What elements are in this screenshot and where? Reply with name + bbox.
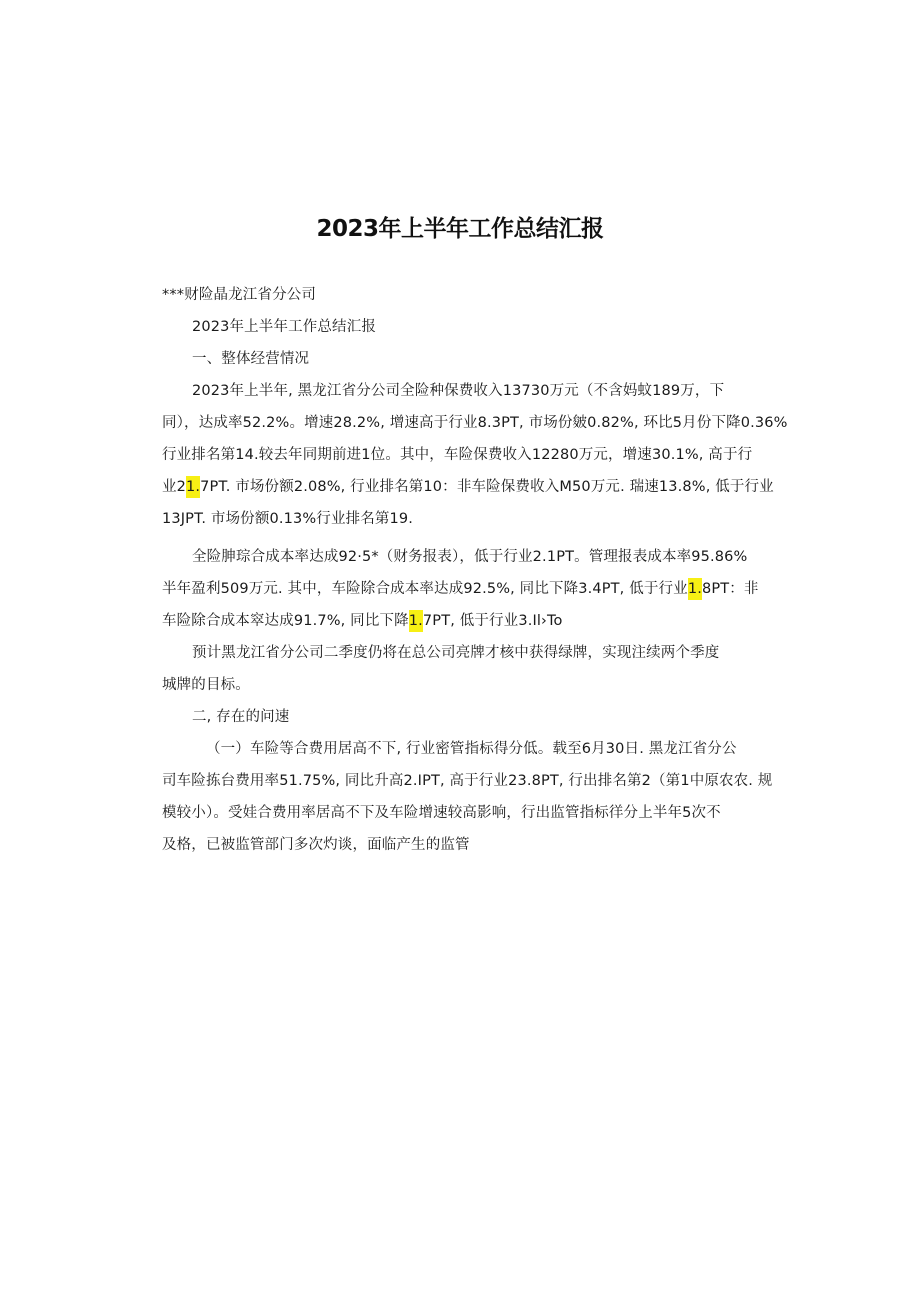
text-segment: 8PT：非 xyxy=(701,581,759,597)
paragraph-line: 全险胂琮合成本率达成92·5*（财务报表），低于行业2.1PT。管理报表成本率95.86% xyxy=(192,549,748,565)
paragraph-line: 模较小）。受娃合费用率居高不下及车险增速较高影响，行出监管指标徉分上半年5次不 xyxy=(162,805,721,821)
highlighted-text: 1. xyxy=(186,476,200,498)
paragraph-line: 预计黑龙江省分公司二季度仍将在总公司亮牌才核中获得绿牌，实现注续两个季度 xyxy=(192,645,720,661)
paragraph-line: （一）车险等合费用居高不下, 行业密管指标得分低。载至6月30日. 黑龙江省分公 xyxy=(206,741,737,757)
paragraph-line: 2023年上半年, 黑龙江省分公司全险种保费收入13730万元（不含妈蚊189万，下 xyxy=(192,383,725,399)
paragraph-forecast xyxy=(162,637,762,701)
document-title: 2023年上半年工作总结汇报 xyxy=(316,216,604,242)
text-segment: 业2 xyxy=(162,479,187,495)
section-heading-problems: 二, 存在的问速 xyxy=(192,709,290,725)
org-line: ***财险晶龙江省分公司 xyxy=(162,287,317,303)
document-body xyxy=(162,279,788,861)
text-segment: 7PT. 市场份额2.08%, 行业排名第10：非车险保费收入M50万元. 瑞速13.8%, 低于行业 xyxy=(200,479,774,495)
text-segment: 7PT, 低于行业3.Il›To xyxy=(422,613,563,629)
paragraph-problem-1 xyxy=(162,733,773,861)
paragraph-line xyxy=(162,573,762,605)
paragraph-line: 司车险拣台费用率51.75%, 同比升高2.IPT, 高于行业23.8PT, 行出排名第2（第1中原农农. 规 xyxy=(162,773,773,789)
paragraph-line: 同），达成率52.2%。增速28.2%, 增速高于行业8.3PT, 市场份皴0.82%, 环比5月份下降0.36% xyxy=(162,415,788,431)
highlighted-text: 1. xyxy=(409,610,423,632)
paragraph-cost-ratio xyxy=(162,541,762,637)
text-segment: 车险除合成本窣达成91.7%, 同比下降 xyxy=(162,613,409,629)
paragraph-line: 及格，已被监管部门多次灼谈，面临产生的监管 xyxy=(162,837,470,853)
paragraph-line xyxy=(162,471,774,503)
paragraph-line: 行业排名第14.较去年同期前进1位。其中，车险保费收入12280万元，增速30.1%, 高于行 xyxy=(162,447,753,463)
paragraph-line: 城牌的目标。 xyxy=(162,677,250,693)
highlighted-text: 1. xyxy=(688,578,702,600)
text-segment: 半年盈利509万元. 其中，车险除合成本率达成92.5%, 同比下降3.4PT, 低于行业 xyxy=(162,581,688,597)
paragraph-line xyxy=(162,605,762,637)
paragraph-line: 13JPT. 市场份额0.13%行业排名第19. xyxy=(162,511,414,527)
subtitle-line: 2023年上半年工作总结汇报 xyxy=(192,319,377,335)
paragraph-revenue xyxy=(162,375,788,535)
section-heading-overall: 一、整体经营情况 xyxy=(192,351,310,367)
